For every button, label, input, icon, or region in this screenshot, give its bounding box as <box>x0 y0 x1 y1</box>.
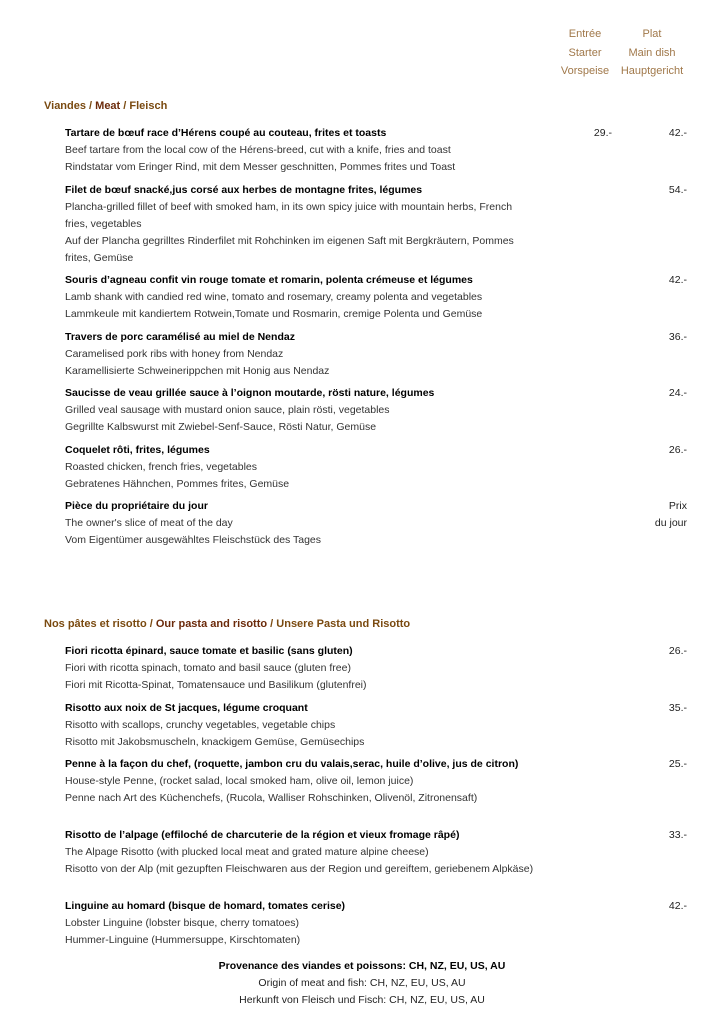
price-main-note: du jour <box>654 517 687 529</box>
price-main: 54.- <box>668 183 687 196</box>
item-title-fr: Tartare de bœuf race d’Hérens coupé au couteau, frites et toasts <box>65 127 387 139</box>
menu-item <box>65 898 687 949</box>
price-main: 33.- <box>668 829 687 841</box>
price-main: 35.- <box>668 701 687 714</box>
item-title-fr: Souris d’agneau confit vin rouge tomate et romarin, polenta crémeuse et légumes <box>65 274 473 286</box>
section-title-meat <box>44 100 167 112</box>
origin-de: Herkunft von Fleisch und Fisch: CH, NZ, EU, US, AU <box>239 994 485 1006</box>
title-en: Meat <box>95 100 121 112</box>
item-desc-de: Gegrillte Kalbswurst mit Zwiebel-Senf-Sauce, Rösti Natur, Gemüse <box>65 421 377 433</box>
item-desc-de: Vom Eigentümer ausgewähltes Fleischstück des Tages <box>65 534 322 546</box>
meat-items <box>65 125 687 555</box>
item-desc-de: Auf der Plancha gegrilltes Rinderfilet mit Rohchinken im eigenen Saft mit Bergkräutern, Pommes frites, Gemüse <box>65 234 514 264</box>
item-desc-en: Roasted chicken, french fries, vegetables <box>65 460 258 473</box>
menu-item <box>65 329 687 380</box>
price-starter: 29.- <box>593 127 612 139</box>
menu-item <box>65 442 687 493</box>
item-desc-de: Penne nach Art des Küchenchefs, (Rucola, Walliser Rohschinken, Olivenöl, Zitronensaft) <box>65 792 478 804</box>
price-main: Prix <box>668 500 687 512</box>
menu-item <box>65 498 687 549</box>
price-main: 36.- <box>668 330 687 343</box>
item-desc-en: Caramelised pork ribs with honey from Nendaz <box>65 347 284 360</box>
item-desc-en: House-style Penne, (rocket salad, local smoked ham, olive oil, lemon juice) <box>65 775 414 787</box>
item-desc-de: Risotto von der Alp (mit gezupften Fleischwaren aus der Region und gereiftem, geriebenem Alpkäse) <box>65 863 534 875</box>
price-main: 25.- <box>668 758 687 770</box>
item-title-fr: Pièce du propriétaire du jour <box>65 500 208 512</box>
menu-item <box>65 756 687 807</box>
item-desc-de: Karamellisierte Schweinerippchen mit Honig aus Nendaz <box>65 364 330 377</box>
origin-fr: Provenance des viandes et poissons: CH, NZ, EU, US, AU <box>218 960 506 972</box>
item-desc-de: Hummer-Linguine (Hummersuppe, Kirschtomaten) <box>65 934 301 946</box>
menu-item <box>65 125 687 176</box>
item-title-fr: Penne à la façon du chef, (roquette, jambon cru du valais,serac, huile d’olive, jus de citron) <box>65 758 519 770</box>
item-title-fr: Saucisse de veau grillée sauce à l’oignon moutarde, rösti nature, légumes <box>65 387 435 399</box>
price-main: 42.- <box>668 900 687 912</box>
pasta-items <box>65 643 687 955</box>
item-title-fr: Travers de porc caramélisé au miel de Nendaz <box>65 330 295 343</box>
price-main: 26.- <box>668 443 687 456</box>
column-label-en: Starter <box>568 46 602 59</box>
item-desc-en: Plancha-grilled fillet of beef with smoked ham, in its own spicy juice with mountain herbs, French fries, vegetables <box>65 200 513 230</box>
origin-en: Origin of meat and fish: CH, NZ, EU, US, AU <box>258 977 466 989</box>
item-title-fr: Risotto de l’alpage (effiloché de charcuterie de la région et vieux fromage râpé) <box>65 829 460 841</box>
price-main: 42.- <box>668 274 687 286</box>
column-label-fr: Entrée <box>568 28 602 40</box>
menu-item <box>65 182 687 267</box>
price-main: 26.- <box>668 645 687 657</box>
item-title-fr: Risotto aux noix de St jacques, légume croquant <box>65 701 308 714</box>
price-main: 42.- <box>668 127 687 139</box>
item-desc-en: Risotto with scallops, crunchy vegetables, vegetable chips <box>65 718 336 731</box>
item-title-fr: Coquelet rôti, frites, légumes <box>65 443 210 456</box>
price-main: 24.- <box>668 387 687 399</box>
item-desc-de: Gebratenes Hähnchen, Pommes frites, Gemüse <box>65 477 290 490</box>
origin-note <box>0 958 724 1009</box>
title-en: Our pasta and risotto <box>155 618 268 630</box>
item-title-fr: Filet de bœuf snacké,jus corsé aux herbes de montagne frites, légumes <box>65 183 423 196</box>
column-label-fr: Plat <box>642 28 662 40</box>
item-desc-de: Fiori mit Ricotta-Spinat, Tomatensauce und Basilikum (glutenfrei) <box>65 679 367 691</box>
column-header-main <box>616 25 688 81</box>
column-header-starter <box>556 25 614 81</box>
title-de: / Fleisch <box>120 100 168 112</box>
item-desc-en: Lobster Linguine (lobster bisque, cherry tomatoes) <box>65 917 300 929</box>
column-label-de: Vorspeise <box>560 65 610 77</box>
menu-item <box>65 272 687 323</box>
item-desc-en: Beef tartare from the local cow of the Hérens-breed, cut with a knife, fries and toast <box>65 144 451 156</box>
menu-item <box>65 643 687 694</box>
section-title-pasta <box>44 618 410 630</box>
item-desc-en: Lamb shank with candied red wine, tomato and rosemary, creamy polenta and vegetables <box>65 291 483 303</box>
column-label-en: Main dish <box>628 46 676 59</box>
title-de: / Unsere Pasta und Risotto <box>267 618 411 630</box>
column-label-de: Hauptgericht <box>620 65 684 77</box>
title-fr: Viandes / <box>44 100 96 112</box>
menu-item <box>65 385 687 436</box>
item-desc-en: Fiori with ricotta spinach, tomato and basil sauce (gluten free) <box>65 662 351 674</box>
item-desc-en: Grilled veal sausage with mustard onion sauce, plain rösti, vegetables <box>65 404 390 416</box>
title-fr: Nos pâtes et risotto / <box>44 618 156 630</box>
item-desc-de: Lammkeule mit kandiertem Rotwein,Tomate und Rosmarin, cremige Polenta und Gemüse <box>65 308 483 320</box>
item-title-fr: Linguine au homard (bisque de homard, tomates cerise) <box>65 900 346 912</box>
item-desc-en: The Alpage Risotto (with plucked local meat and grated mature alpine cheese) <box>65 846 429 858</box>
menu-item <box>65 827 687 878</box>
item-desc-en: The owner's slice of meat of the day <box>65 517 233 529</box>
item-desc-de: Risotto mit Jakobsmuscheln, knackigem Gemüse, Gemüsechips <box>65 735 365 748</box>
item-desc-de: Rindstatar vom Eringer Rind, mit dem Messer geschnitten, Pommes frites und Toast <box>65 161 456 173</box>
menu-item <box>65 700 687 751</box>
item-title-fr: Fiori ricotta épinard, sauce tomate et basilic (sans gluten) <box>65 645 353 657</box>
